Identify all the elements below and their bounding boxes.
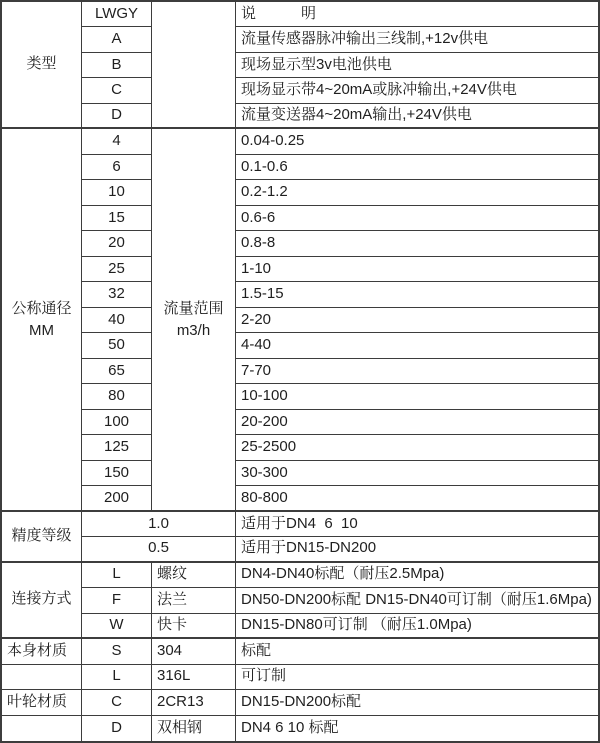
section-label-accuracy: 精度等级 [2,512,82,563]
type-desc-cell: 流量变送器4~20mA输出,+24V供电 [236,104,598,129]
flow-range-label-line2: m3/h [176,321,211,339]
section-label-body-material: 本身材质 [2,639,82,664]
flow-range-cell: 4-40 [236,333,598,358]
connection-name-cell: 螺纹 [152,563,236,588]
dn-cell: 4 [82,129,152,154]
connection-desc-cell: DN50-DN200标配 DN15-DN40可订制（耐压1.6Mpa) [236,588,598,613]
flow-range-label-cell [152,129,236,511]
flow-range-cell: 0.2-1.2 [236,180,598,205]
diameter-label-line2: MM [29,321,54,339]
material-desc-cell: DN15-DN200标配 [236,690,598,715]
connection-name-cell: 法兰 [152,588,236,613]
material-desc-cell: 可订制 [236,665,598,690]
material-desc-cell: 标配 [236,639,598,664]
material-label-empty-cell [2,716,82,741]
section-label-diameter [2,129,82,511]
section-label-impeller-material: 叶轮材质 [2,690,82,715]
dn-cell: 10 [82,180,152,205]
connection-code-cell: L [82,563,152,588]
accuracy-desc-cell: 适用于DN4 6 10 [236,512,598,537]
flow-range-cell: 25-2500 [236,435,598,460]
flow-range-cell: 1.5-15 [236,282,598,307]
connection-desc-cell: DN15-DN80可订制 （耐压1.0Mpa) [236,614,598,639]
material-code-cell: L [82,665,152,690]
flow-range-cell: 20-200 [236,410,598,435]
dn-cell: 40 [82,308,152,333]
accuracy-desc-cell: 适用于DN15-DN200 [236,537,598,562]
column-header-description: 说 明 [236,2,598,27]
connection-name-cell: 快卡 [152,614,236,639]
material-label-empty-cell [2,665,82,690]
accuracy-grade-cell: 0.5 [82,537,236,562]
material-desc-cell: DN4 6 10 标配 [241,718,339,736]
connection-code-cell: F [82,588,152,613]
dn-cell: 65 [82,359,152,384]
connection-code-cell: W [82,614,152,639]
flow-range-cell: 0.04-0.25 [236,129,598,154]
flow-range-cell: 10-100 [236,384,598,409]
dn-cell: 6 [82,155,152,180]
type-code-cell: D [82,104,152,129]
type-middle-empty-cell [152,2,236,129]
connection-desc-cell: DN4-DN40标配（耐压2.5Mpa) [236,563,598,588]
dn-cell: 20 [82,231,152,256]
section-label-connection: 连接方式 [2,563,82,639]
flow-range-label-line1: 流量范围 [163,299,224,317]
type-code-cell: B [82,53,152,78]
material-name-cell: 2CR13 [152,690,236,715]
material-code-cell: C [82,690,152,715]
dn-cell: 25 [82,257,152,282]
flow-range-cell: 0.8-8 [236,231,598,256]
type-code-cell: A [82,27,152,52]
material-code-cell: D [82,716,152,741]
column-header-code: LWGY [82,2,152,27]
dn-cell: 50 [82,333,152,358]
dn-cell: 100 [82,410,152,435]
dn-cell: 80 [82,384,152,409]
type-desc-cell: 流量传感器脉冲输出三线制,+12v供电 [236,27,598,52]
flow-range-cell: 7-70 [236,359,598,384]
diameter-label-line1: 公称通径 [11,299,72,317]
section-label-type: 类型 [2,2,82,129]
material-code-cell: S [82,639,152,664]
dn-cell: 125 [82,435,152,460]
dn-cell: 150 [82,461,152,486]
accuracy-grade-cell: 1.0 [82,512,236,537]
type-desc-cell: 现场显示型3v电池供电 [236,53,598,78]
flow-range-cell: 0.1-0.6 [236,155,598,180]
flow-range-cell: 1-10 [236,257,598,282]
dn-cell: 15 [82,206,152,231]
flow-range-cell: 2-20 [236,308,598,333]
material-name-cell: 304 [152,639,236,664]
type-desc-cell: 现场显示带4~20mA或脉冲输出,+24V供电 [236,78,598,103]
dn-cell: 32 [82,282,152,307]
flow-range-cell: 80-800 [236,486,598,511]
material-name-cell: 316L [152,665,236,690]
flow-range-cell: 0.6-6 [236,206,598,231]
flow-range-cell: 30-300 [236,461,598,486]
dn-cell: 200 [82,486,152,511]
type-code-cell: C [82,78,152,103]
material-name-cell: 双相钢 [152,716,236,741]
